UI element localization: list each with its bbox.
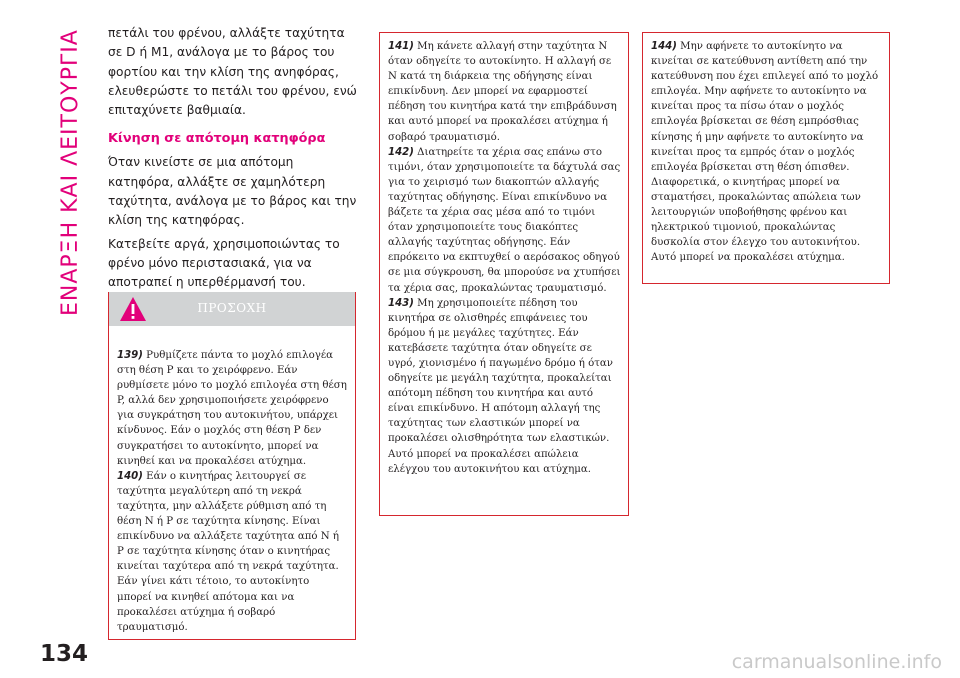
page-number: 134 <box>40 641 89 667</box>
warning-item <box>117 348 347 469</box>
warning-number: 142) <box>388 146 414 158</box>
warning-text: Μη χρησιμοποιείτε πέδηση του κινητήρα σε ολισθηρές επιφάνειες του δρόμου ή με μεγάλες ταχύτητες. Εάν κατεβάσετε ταχύτητα όταν οδηγείτε σε υγρό, χιονισμένο ή παγωμένο δρόμο ή όταν οδηγείτε με μεγάλη ταχύτητα, προκαλείται απότομη πέδηση του κινητήρα και αυτό είναι επικίνδυνο. Η απότομη αλλαγή της ταχύτητας των ελαστικών μπορεί να προκαλέσει ολισθηρότητα των ελαστικών. Αυτό μπορεί να προκαλέσει απώλεια ελέγχου του αυτοκινήτου και ατύχημα. <box>388 297 613 475</box>
warning-item <box>388 39 622 145</box>
warning-title: ΠΡΟΣΟΧΗ <box>197 301 267 315</box>
warning-text: Μη κάνετε αλλαγή στην ταχύτητα N όταν οδηγείτε το αυτοκίνητο. Η αλλαγή σε N κατά τη διάρκεια της οδήγησης είναι επικίνδυνη. Δεν μπορεί να εφαρμοστεί πέδηση του κινητήρα κατά την επιβράδυνση και αυτό μπορεί να προκαλέσει ατύχημα ή σοβαρό τραυματισμό. <box>388 41 617 143</box>
warning-body <box>109 326 355 635</box>
warning-item <box>388 145 622 296</box>
warning-number: 141) <box>388 41 414 52</box>
warning-header <box>109 292 355 326</box>
warning-box <box>108 292 356 640</box>
warning-item <box>117 469 347 635</box>
intro-paragraph: πετάλι του φρένου, αλλάξτε ταχύτητα σε D ή M1, ανάλογα με το βάρος του φορτίου και την κλίση της ανηφόρας, ελευθερώστε το πετάλι του φρένου, ενώ επιταχύνετε βαθμιαία. <box>108 26 357 118</box>
warning-number: 144) <box>651 41 677 52</box>
warning-number: 143) <box>388 297 414 309</box>
warning-item <box>651 39 883 265</box>
chapter-side-title: ΕΝΑΡΞΗ ΚΑΙ ΛΕΙΤΟΥΡΓΙΑ <box>58 29 83 316</box>
warning-column-2 <box>379 32 629 516</box>
watermark: carmanualsonline.info <box>731 651 942 673</box>
warning-text: Μην αφήνετε το αυτοκίνητο να κινείται σε κατεύθυνση αντίθετη από την κατεύθυνση που έχει επιλεγεί από το μοχλό επιλογέα. Μην αφήνετε το αυτοκίνητο να κινείται προς τα πίσω όταν ο μοχλός επιλογέα βρίσκεται σε θέση εμπρόσθιας κίνησης ή μην αφήνετε το αυτοκίνητο να κινείται προς τα εμπρός όταν ο μοχλός επιλογέα βρίσκεται στη θέση όπισθεν. Διαφορετικά, ο κινητήρας μπορεί να σταματήσει, προκαλώντας απώλεια των λειτουργιών υποβοήθησης φρένου και ηλεκτρικού τιμονιού, προκαλώντας δυσκολία στον έλεγχο του αυτοκινήτου. Αυτό μπορεί να προκαλέσει ατύχημα. <box>651 41 879 264</box>
warning-number: 139) <box>117 350 143 361</box>
warning-column-3 <box>642 32 890 284</box>
body-paragraph: Όταν κινείστε σε μια απότομη κατηφόρα, αλλάξτε σε χαμηλότερη ταχύτητα, ανάλογα με το βάρος και την κλίση της κατηφόρας. <box>108 155 357 228</box>
intro-column <box>108 24 358 293</box>
warning-text: Ρυθμίζετε πάντα το μοχλό επιλογέα στη θέση P και το χειρόφρενο. Εάν ρυθμίσετε μόνο το μοχλό επιλογέα στη θέση P, αλλά δεν χρησιμοποιήσετε χειρόφρενο για συγκράτηση του αυτοκινήτου, υπάρχει κίνδυνος. Εάν ο μοχλός στη θέση P δεν συγκρατήσει το αυτοκίνητο, μπορεί να κινηθεί και να προκαλέσει ατύχημα. <box>117 350 347 467</box>
section-heading: Κίνηση σε απότομη κατηφόρα <box>108 131 326 147</box>
warning-text: Εάν ο κινητήρας λειτουργεί σε ταχύτητα μεγαλύτερη από τη νεκρά ταχύτητα, μην αλλάξετε ρύθμιση από τη θέση N ή P σε ταχύτητα κίνησης. Είναι επικίνδυνο να αλλάξετε ταχύτητα από N ή P σε ταχύτητα κίνησης όταν ο κινητήρας κινείται ταχύτερα από τη νεκρά ταχύτητα. Εάν γίνει κάτι τέτοιο, το αυτοκίνητο μπορεί να κινηθεί απότομα και να προκαλέσει ατύχημα ή σοβαρό τραυματισμό. <box>117 470 340 633</box>
warning-number: 140) <box>117 470 143 482</box>
warning-item <box>388 296 622 477</box>
body-paragraph: Κατεβείτε αργά, χρησιμοποιώντας το φρένο μόνο περιστασιακά, για να αποτραπεί η υπερθέρμανσή του. <box>108 236 340 290</box>
warning-text: Διατηρείτε τα χέρια σας επάνω στο τιμόνι, όταν χρησιμοποιείτε τα δάχτυλά σας για το χειρισμό των διακοπτών αλλαγής ταχύτητας οδήγησης. Είναι επικίνδυνο να βάζετε τα χέρια σας μέσα από το τιμόνι όταν χρησιμοποιείτε τους διακόπτες αλλαγής ταχύτητας οδήγησης. Εάν επρόκειτο να εκπτυχθεί ο αερόσακος οδηγού σε μια σύγκρουση, θα μπορούσε να χτυπήσει τα χέρια σας, προκαλώντας τραυματισμό. <box>388 146 621 294</box>
